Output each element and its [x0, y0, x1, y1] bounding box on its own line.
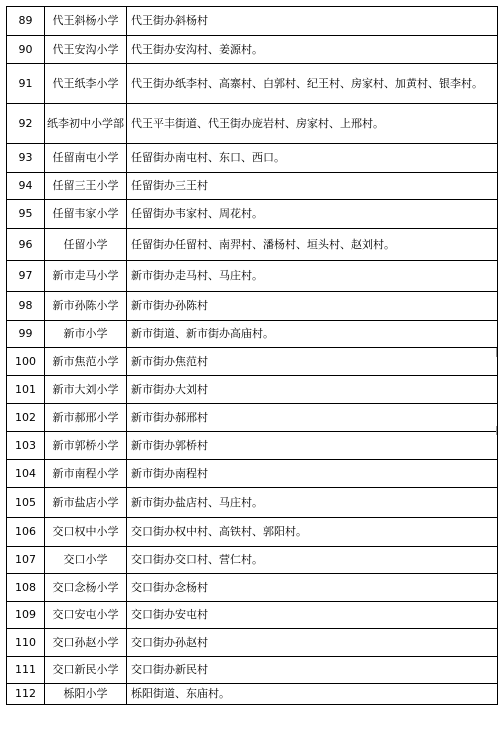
school-name-cell: 代王安沟小学: [45, 36, 127, 64]
district-area-cell: 任留街办任留村、南羿村、潘杨村、垣头村、赵刘村。: [127, 229, 498, 261]
district-area-cell: 交口街办念杨村: [127, 574, 498, 602]
table-row: [7, 348, 498, 376]
district-area-cell: 新市街办南程村: [127, 460, 498, 488]
school-name-cell: 交口安屯小学: [45, 602, 127, 629]
table-row: [7, 518, 498, 547]
table-row: [7, 602, 498, 629]
table-body: [7, 7, 498, 705]
row-number-cell: 106: [7, 518, 45, 547]
table-row: [7, 144, 498, 173]
school-district-table: [6, 6, 498, 705]
school-name-cell: 新市郭桥小学: [45, 432, 127, 460]
row-number-cell: 110: [7, 629, 45, 657]
table-row: [7, 574, 498, 602]
row-number-cell: 89: [7, 7, 45, 36]
page-edge-mark: [496, 426, 502, 435]
school-name-cell: 新市走马小学: [45, 261, 127, 292]
district-area-cell: 代王街办安沟村、姜源村。: [127, 36, 498, 64]
row-number-cell: 94: [7, 173, 45, 200]
table-row: [7, 629, 498, 657]
row-number-cell: 96: [7, 229, 45, 261]
district-area-cell: 新市街办郭桥村: [127, 432, 498, 460]
school-name-cell: 新市孙陈小学: [45, 292, 127, 321]
district-area-cell: 代王平丰街道、代王街办庞岩村、房家村、上邢村。: [127, 104, 498, 144]
table-row: [7, 376, 498, 404]
school-name-cell: 交口念杨小学: [45, 574, 127, 602]
district-area-cell: 代王街办斜杨村: [127, 7, 498, 36]
table-row: [7, 104, 498, 144]
row-number-cell: 95: [7, 200, 45, 229]
table-row: [7, 488, 498, 518]
table-row: [7, 547, 498, 574]
row-number-cell: 91: [7, 64, 45, 104]
school-name-cell: 任留小学: [45, 229, 127, 261]
row-number-cell: 109: [7, 602, 45, 629]
school-district-table-container: [6, 6, 497, 705]
table-row: [7, 36, 498, 64]
row-number-cell: 100: [7, 348, 45, 376]
row-number-cell: 108: [7, 574, 45, 602]
table-row: [7, 460, 498, 488]
row-number-cell: 104: [7, 460, 45, 488]
school-name-cell: 交口孙赵小学: [45, 629, 127, 657]
row-number-cell: 101: [7, 376, 45, 404]
district-area-cell: 交口街办新民村: [127, 657, 498, 684]
row-number-cell: 103: [7, 432, 45, 460]
row-number-cell: 98: [7, 292, 45, 321]
district-area-cell: 交口街办安屯村: [127, 602, 498, 629]
table-row: [7, 292, 498, 321]
school-name-cell: 栎阳小学: [45, 684, 127, 705]
school-name-cell: 代王斜杨小学: [45, 7, 127, 36]
table-row: [7, 404, 498, 432]
district-area-cell: 栎阳街道、东庙村。: [127, 684, 498, 705]
row-number-cell: 90: [7, 36, 45, 64]
row-number-cell: 102: [7, 404, 45, 432]
district-area-cell: 任留街办韦家村、周花村。: [127, 200, 498, 229]
district-area-cell: 新市街办走马村、马庄村。: [127, 261, 498, 292]
table-row: [7, 200, 498, 229]
school-name-cell: 新市大刘小学: [45, 376, 127, 404]
district-area-cell: 任留街办三王村: [127, 173, 498, 200]
table-row: [7, 657, 498, 684]
district-area-cell: 新市街办郝邢村: [127, 404, 498, 432]
table-row: [7, 7, 498, 36]
school-name-cell: 新市盐店小学: [45, 488, 127, 518]
district-area-cell: 交口街办交口村、营仁村。: [127, 547, 498, 574]
row-number-cell: 97: [7, 261, 45, 292]
row-number-cell: 99: [7, 321, 45, 348]
district-area-cell: 交口街办权中村、高铁村、郭阳村。: [127, 518, 498, 547]
row-number-cell: 111: [7, 657, 45, 684]
school-name-cell: 交口小学: [45, 547, 127, 574]
table-row: [7, 261, 498, 292]
school-name-cell: 交口新民小学: [45, 657, 127, 684]
school-name-cell: 任留三王小学: [45, 173, 127, 200]
table-row: [7, 432, 498, 460]
district-area-cell: 任留街办南屯村、东口、西口。: [127, 144, 498, 173]
district-area-cell: 代王街办纸李村、高寨村、白郭村、纪王村、房家村、加黄村、银李村。: [127, 64, 498, 104]
table-row: [7, 64, 498, 104]
table-row: [7, 684, 498, 705]
row-number-cell: 93: [7, 144, 45, 173]
school-name-cell: 新市郝邢小学: [45, 404, 127, 432]
page-edge-mark: [496, 348, 502, 357]
district-area-cell: 新市街办大刘村: [127, 376, 498, 404]
district-area-cell: 新市街办焦范村: [127, 348, 498, 376]
school-name-cell: 任留南屯小学: [45, 144, 127, 173]
school-name-cell: 新市焦范小学: [45, 348, 127, 376]
row-number-cell: 107: [7, 547, 45, 574]
school-name-cell: 新市小学: [45, 321, 127, 348]
school-name-cell: 任留韦家小学: [45, 200, 127, 229]
row-number-cell: 92: [7, 104, 45, 144]
school-name-cell: 代王纸李小学: [45, 64, 127, 104]
district-area-cell: 新市街道、新市街办高庙村。: [127, 321, 498, 348]
school-name-cell: 交口权中小学: [45, 518, 127, 547]
row-number-cell: 112: [7, 684, 45, 705]
table-row: [7, 229, 498, 261]
district-area-cell: 新市街办孙陈村: [127, 292, 498, 321]
district-area-cell: 新市街办盐店村、马庄村。: [127, 488, 498, 518]
row-number-cell: 105: [7, 488, 45, 518]
school-name-cell: 新市南程小学: [45, 460, 127, 488]
table-row: [7, 173, 498, 200]
table-row: [7, 321, 498, 348]
district-area-cell: 交口街办孙赵村: [127, 629, 498, 657]
school-name-cell: 纸李初中小学部: [45, 104, 127, 144]
